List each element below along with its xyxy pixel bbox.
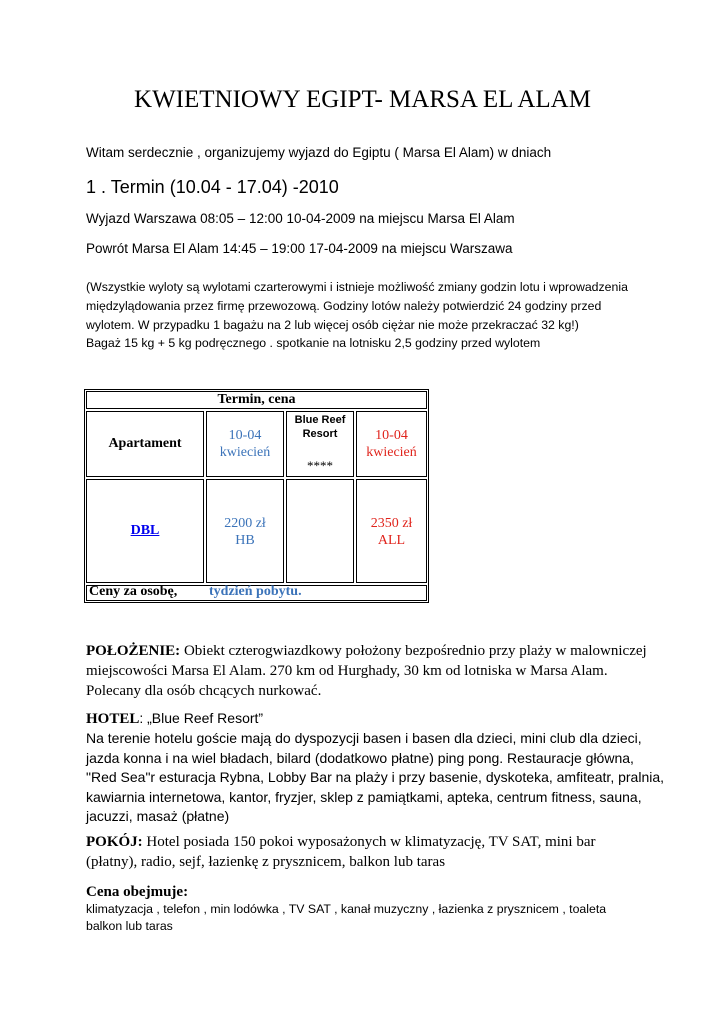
room-line: Hotel posiada 150 pokoi wyposażonych w klimatyzację, TV SAT, mini bar [142, 834, 596, 850]
hotel-description [86, 729, 665, 827]
hotel-heading [86, 710, 263, 728]
price1-board: HB [235, 533, 255, 548]
price-per-person-label: Ceny za osobę, [89, 584, 178, 599]
note-line: międzylądowania przez firmę przewozową. Godziny lotów należy potwierdzić 24 godziny przed [86, 299, 602, 313]
hotel-name: : „Blue Reef Resort” [139, 710, 264, 726]
hotel-name-line: Blue Reef [294, 414, 346, 426]
hotel-line: "Red Sea"r esturacja Rybna, Lobby Bar na plaży i przy basenie, dyskoteka, amfiteatr, pralnia, [86, 769, 665, 786]
location-section [86, 641, 646, 701]
location-line: miejscowości Marsa El Alam. 270 km od Hurghady, 30 km od lotniska w Marsa Alam. [86, 663, 608, 679]
baggage-note: Bagaż 15 kg + 5 kg podręcznego . spotkanie na lotnisku 2,5 godziny przed wylotem [86, 336, 541, 350]
room-section [86, 832, 646, 872]
table-header: Termin, cena [217, 392, 296, 407]
note-line: (Wszystkie wyloty są wylotami czarterowymi i istnieje możliwość zmiany godzin lotu i wprowadzenia [86, 280, 628, 294]
price1-value: 2200 zł [224, 516, 266, 531]
price-table [84, 389, 429, 603]
hotel-line: jacuzzi, masaż (płatne) [86, 808, 230, 825]
price-includes-line: balkon lub taras [86, 919, 173, 933]
room-type-link[interactable]: DBL [130, 523, 160, 538]
hotel-stars: **** [307, 458, 333, 473]
price-includes-label: Cena obejmuje: [86, 884, 189, 900]
location-label: POŁOŻENIE: [86, 643, 181, 659]
price2-board: ALL [377, 533, 406, 548]
price2-value: 2350 zł [370, 516, 413, 531]
hotel-line: jazda konna i na wiel bładach, bilard (dodatkowo płatne) ping pong. Restauracje główna, [86, 749, 634, 766]
table-footer-cell [86, 585, 427, 601]
date1-cell [206, 411, 284, 477]
price1-cell [206, 479, 284, 583]
price-includes-line: klimatyzacja , telefon , min lodówka , TV SAT , kanał muzyczny , łazienka z prysznicem , toaleta [86, 902, 607, 916]
hotel-cell [286, 411, 354, 477]
hotel-line: kawiarnia internetowa, kantor, fryzjer, sklep z pamiątkami, apteka, centrum fitness, sauna, [86, 788, 642, 805]
empty-cell [286, 479, 354, 583]
price2-cell [356, 479, 427, 583]
hotel-name-line: Resort [302, 428, 338, 440]
page-title: KWIETNIOWY EGIPT- MARSA EL ALAM [134, 86, 591, 113]
date2-cell [356, 411, 427, 477]
table-header-cell [86, 391, 427, 409]
room-col-header: Apartament [108, 436, 182, 451]
room-col-cell [86, 411, 204, 477]
intro-text: Witam serdecznie , organizujemy wyjazd do Egiptu ( Marsa El Alam) w dniach [86, 145, 552, 160]
room-label: POKÓJ: [86, 834, 143, 850]
date2-day: 10-04 [375, 428, 408, 443]
date1-month: kwiecień [219, 445, 271, 460]
hotel-label: HOTEL [86, 711, 140, 727]
date1-day: 10-04 [228, 428, 262, 443]
return-text: Powrót Marsa El Alam 14:45 – 19:00 17-04-2009 na miejscu Warszawa [86, 241, 513, 256]
location-line: Polecany dla osób chcących nurkować. [86, 683, 322, 699]
stay-duration-note: tydzień pobytu. [209, 584, 302, 599]
note-line: wylotem. W przypadku 1 bagażu na 2 lub więcej osób ciężar nie może przekraczać 32 kg!) [86, 318, 579, 332]
date2-month: kwiecień [366, 445, 417, 460]
room-line: (płatny), radio, sejf, łazienkę z prysznicem, balkon lub taras [86, 854, 446, 870]
term-heading: 1 . Termin (10.04 - 17.04) -2010 [86, 177, 339, 197]
location-line: Obiekt czterogwiazdkowy położony bezpośrednio przy plaży w malowniczej [180, 643, 647, 659]
departure-text: Wyjazd Warszawa 08:05 – 12:00 10-04-2009 na miejscu Marsa El Alam [86, 211, 515, 226]
room-type-cell [86, 479, 204, 583]
hotel-line: Na terenie hotelu goście mają do dyspozycji basen i basen dla dzieci, mini club dla dzieci, [86, 730, 642, 746]
